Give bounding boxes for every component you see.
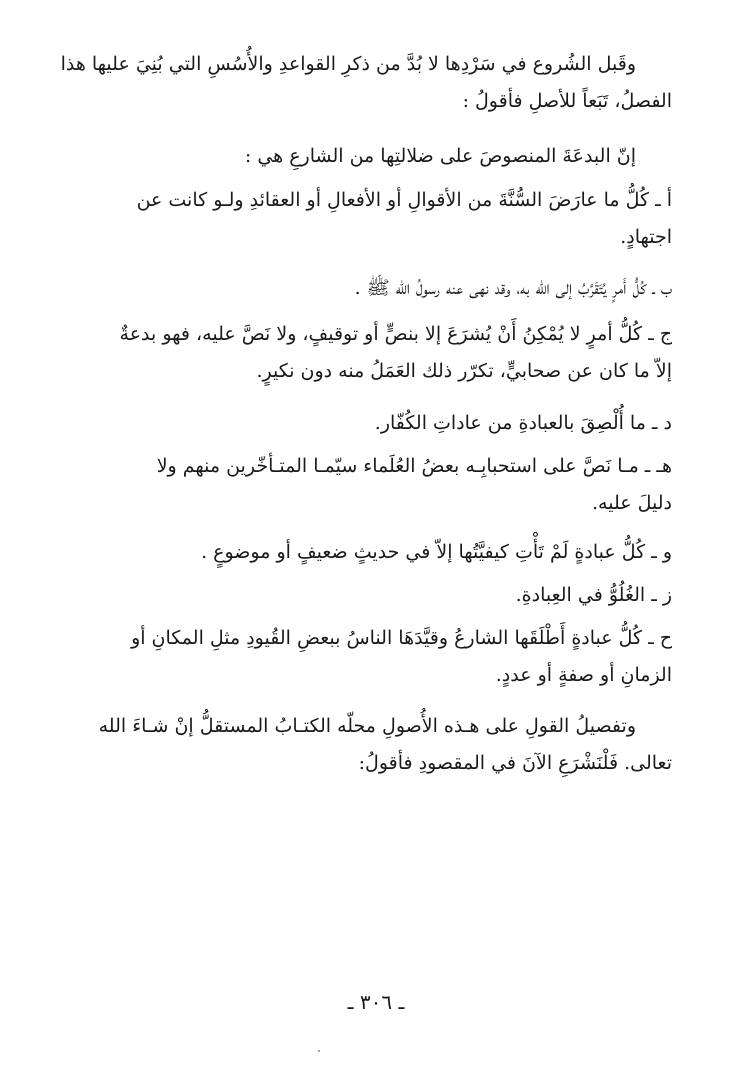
item-d-line-1: د ـ ما أُلْصِقَ بالعبادةِ من عاداتِ الكُفّار. xyxy=(374,412,672,434)
intro-paragraph xyxy=(60,46,672,120)
list-item xyxy=(82,182,672,256)
closing-line-1: وتفصيلُ القولِ على هـذه الأُصولِ محلّه الكتـابُ المستقلُّ إنْ شـاءَ الله xyxy=(98,715,636,737)
list-item xyxy=(82,316,672,390)
item-a-line-2: اجتهادٍ. xyxy=(620,226,672,248)
definition-paragraph xyxy=(82,138,672,175)
item-h-line-1: هـ ـ مـا نَصَّ على استحبابِـه بعضُ العُلَماء سيّمـا المتـأخّرين منهم ولا xyxy=(156,455,672,477)
item-h-line-2: دليلَ عليه. xyxy=(592,492,672,514)
list-item xyxy=(82,577,672,614)
intro-line-1: وقَبل الشُروع في سَرْدِها لا بُدَّ من ذكرِ القواعدِ والأُسُسِ التي بُنِيَ عليها هذا xyxy=(60,53,636,75)
item-b-line-1: ب ـ كُلُّ أَمرٍ يُتَقَرَّبُ إلى الله به، وقد نهى عنه رسولُ الله ﷺ . xyxy=(354,277,672,299)
definition-line: إنّ البدعَةَ المنصوصَ على ضلالتِها من الشارعِ هي : xyxy=(244,145,636,167)
list-item xyxy=(82,405,672,442)
item-ha-line-1: ح ـ كُلُّ عبادةٍ أَطْلَقَها الشارعُ وقيَّدَهَا الناسُ ببعضِ القُيودِ مثلِ المكانِ أو xyxy=(131,627,672,649)
item-c-line-2: إلاّ ما كان عن صحابيٍّ، تكرّر ذلك العَمَلُ منه دون نكيرٍ. xyxy=(256,360,672,382)
list-item xyxy=(82,534,672,571)
intro-line-2: الفصلُ، تَبَعاً للأصلِ فأقولُ : xyxy=(462,90,672,112)
scan-speck xyxy=(318,1050,320,1052)
item-ha-line-2: الزمانِ أو صفةٍ أو عددٍ. xyxy=(495,664,672,686)
closing-paragraph xyxy=(82,708,672,782)
closing-line-2: تعالى. فَلْنَشْرَعِ الآنَ في المقصودِ فأقولُ: xyxy=(358,752,672,774)
page-number: ـ ٣٠٦ ـ xyxy=(347,990,405,1014)
item-w-line-1: و ـ كُلُّ عبادةٍ لَمْ تَأْتِ كيفيَّتُها إلاّ في حديثٍ ضعيفٍ أو موضوعٍ . xyxy=(201,541,672,563)
item-c-line-1: ج ـ كُلُّ أمرٍ لا يُمْكِنُ أَنْ يُشرَعَ إلا بنصٍّ أو توقيفٍ، ولا نَصَّ عليه، فهو بدعةٌ xyxy=(119,323,672,345)
list-item xyxy=(82,270,672,307)
item-z-line-1: ز ـ الغُلُوُّ في العِبادةِ. xyxy=(515,584,672,606)
list-item xyxy=(82,448,672,522)
list-item xyxy=(82,620,672,694)
item-a-line-1: أ ـ كُلُّ ما عارَضَ السُّنَّةَ من الأقوالِ أو الأفعالِ أو العقائدِ ولـو كانت عن xyxy=(136,189,672,211)
